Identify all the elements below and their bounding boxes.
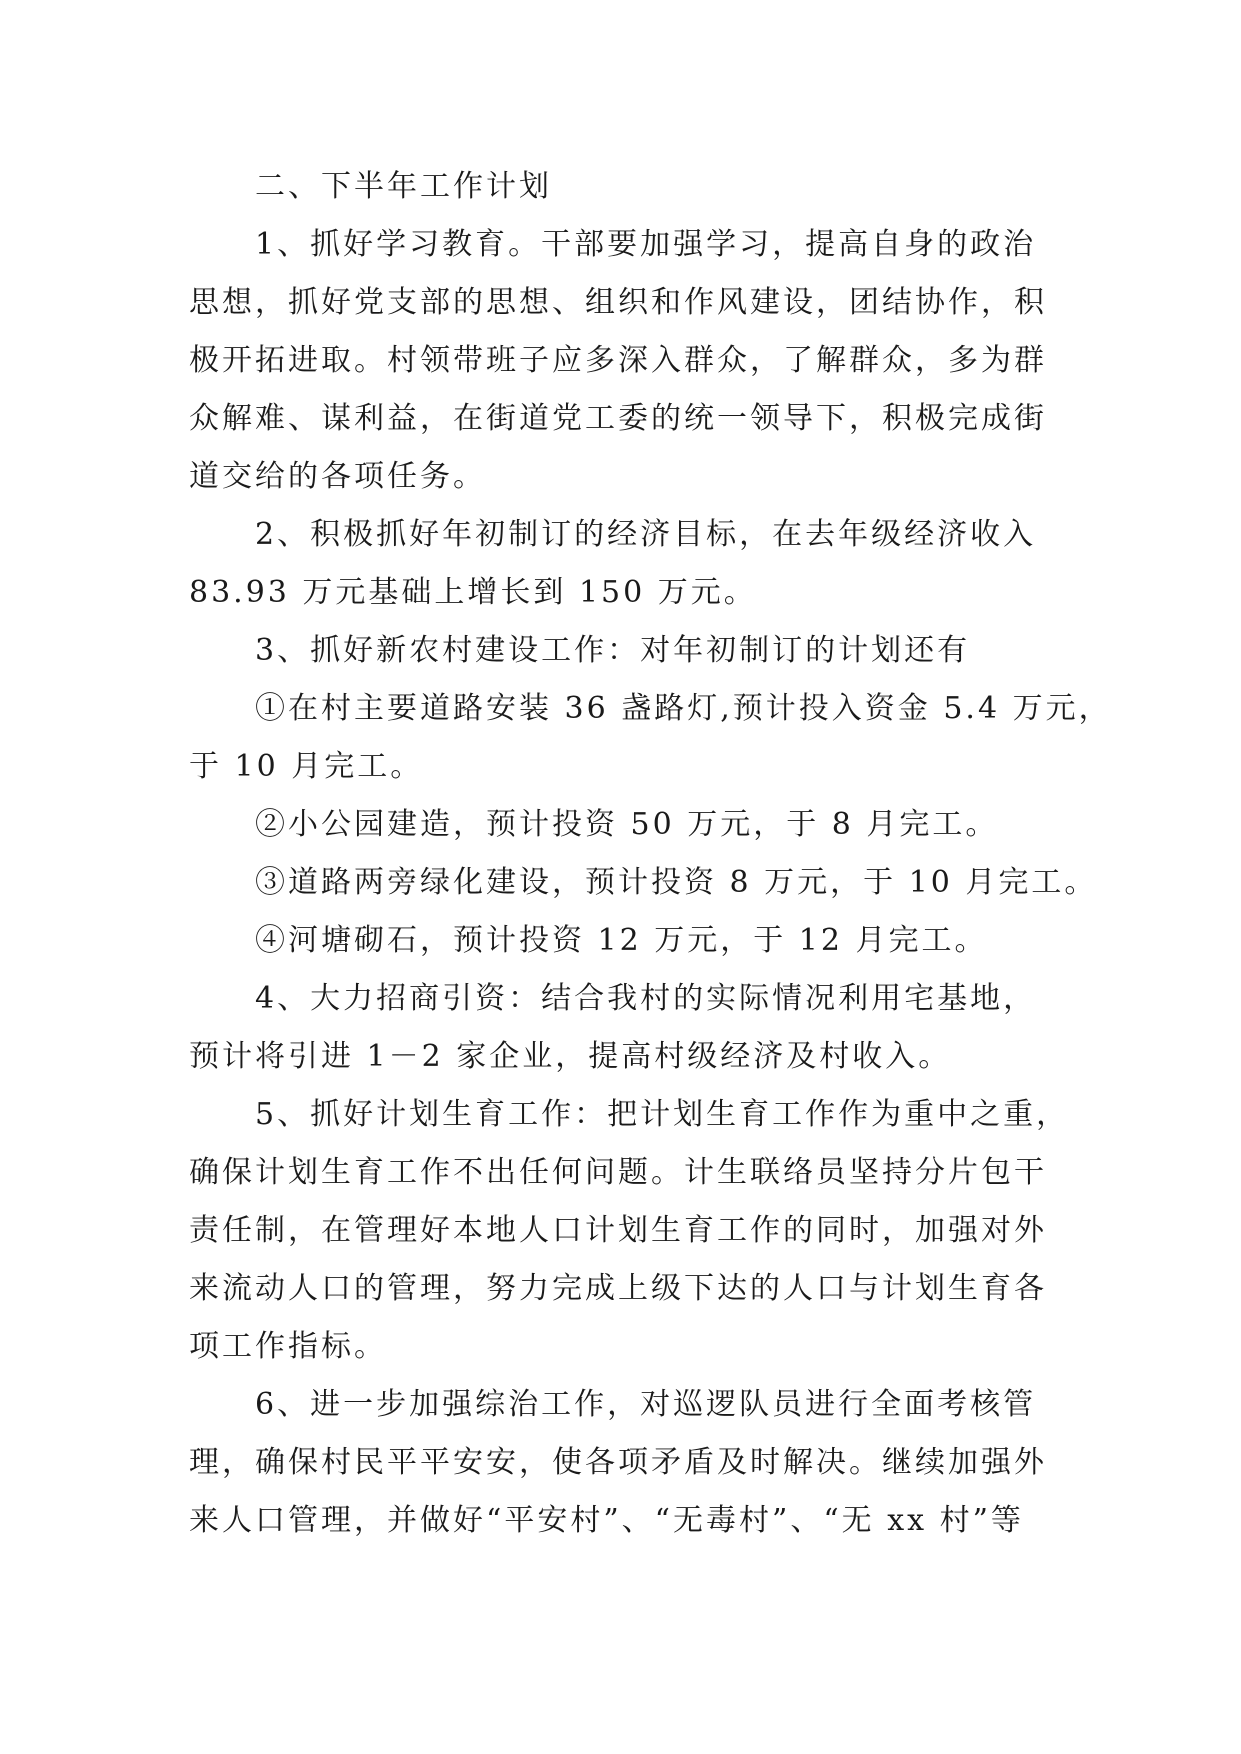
text-line: 于 10 月完工。 (189, 749, 424, 784)
text-line: 83.93 万元基础上增长到 150 万元。 (189, 575, 757, 610)
text-line: 确保计划生育工作不出任何问题。计生联络员坚持分片包干 (189, 1155, 1047, 1190)
text-line: 来流动人口的管理，努力完成上级下达的人口与计划生育各 (189, 1271, 1047, 1306)
text-line: 4、大力招商引资：结合我村的实际情况利用宅基地， (255, 981, 1037, 1016)
text-line: 3、抓好新农村建设工作：对年初制订的计划还有 (255, 633, 971, 668)
text-line: ③道路两旁绿化建设，预计投资 8 万元，于 10 月完工。 (255, 865, 1098, 900)
text-line: 众解难、谋利益，在街道党工委的统一领导下，积极完成街 (189, 401, 1047, 436)
text-line: 极开拓进取。村领带班子应多深入群众，了解群众，多为群 (189, 343, 1047, 378)
section-heading: 二、下半年工作计划 (255, 169, 552, 204)
text-line: 预计将引进 1－2 家企业，提高村级经济及村收入。 (189, 1039, 952, 1074)
text-line: ②小公园建造，预计投资 50 万元，于 8 月完工。 (255, 807, 999, 842)
text-line: 6、进一步加强综治工作，对巡逻队员进行全面考核管 (255, 1387, 1037, 1422)
text-line: 2、积极抓好年初制订的经济目标，在去年级经济收入 (255, 517, 1037, 552)
text-line: 项工作指标。 (189, 1329, 387, 1364)
text-line: 理，确保村民平平安安，使各项矛盾及时解决。继续加强外 (189, 1445, 1047, 1480)
text-line: ④河塘砌石，预计投资 12 万元，于 12 月完工。 (255, 923, 988, 958)
text-line: 责任制，在管理好本地人口计划生育工作的同时，加强对外 (189, 1213, 1047, 1248)
text-line: ①在村主要道路安装 36 盏路灯,预计投入资金 5.4 万元， (255, 691, 1112, 726)
text-line: 来人口管理，并做好“平安村”、“无毒村”、“无 xx 村”等 (189, 1503, 1024, 1538)
text-line: 5、抓好计划生育工作：把计划生育工作作为重中之重， (255, 1097, 1070, 1132)
text-line: 思想，抓好党支部的思想、组织和作风建设，团结协作，积 (189, 285, 1047, 320)
document-body (189, 158, 1112, 1550)
text-line: 1、抓好学习教育。干部要加强学习，提高自身的政治 (255, 227, 1037, 262)
text-line: 道交给的各项任务。 (189, 459, 486, 494)
